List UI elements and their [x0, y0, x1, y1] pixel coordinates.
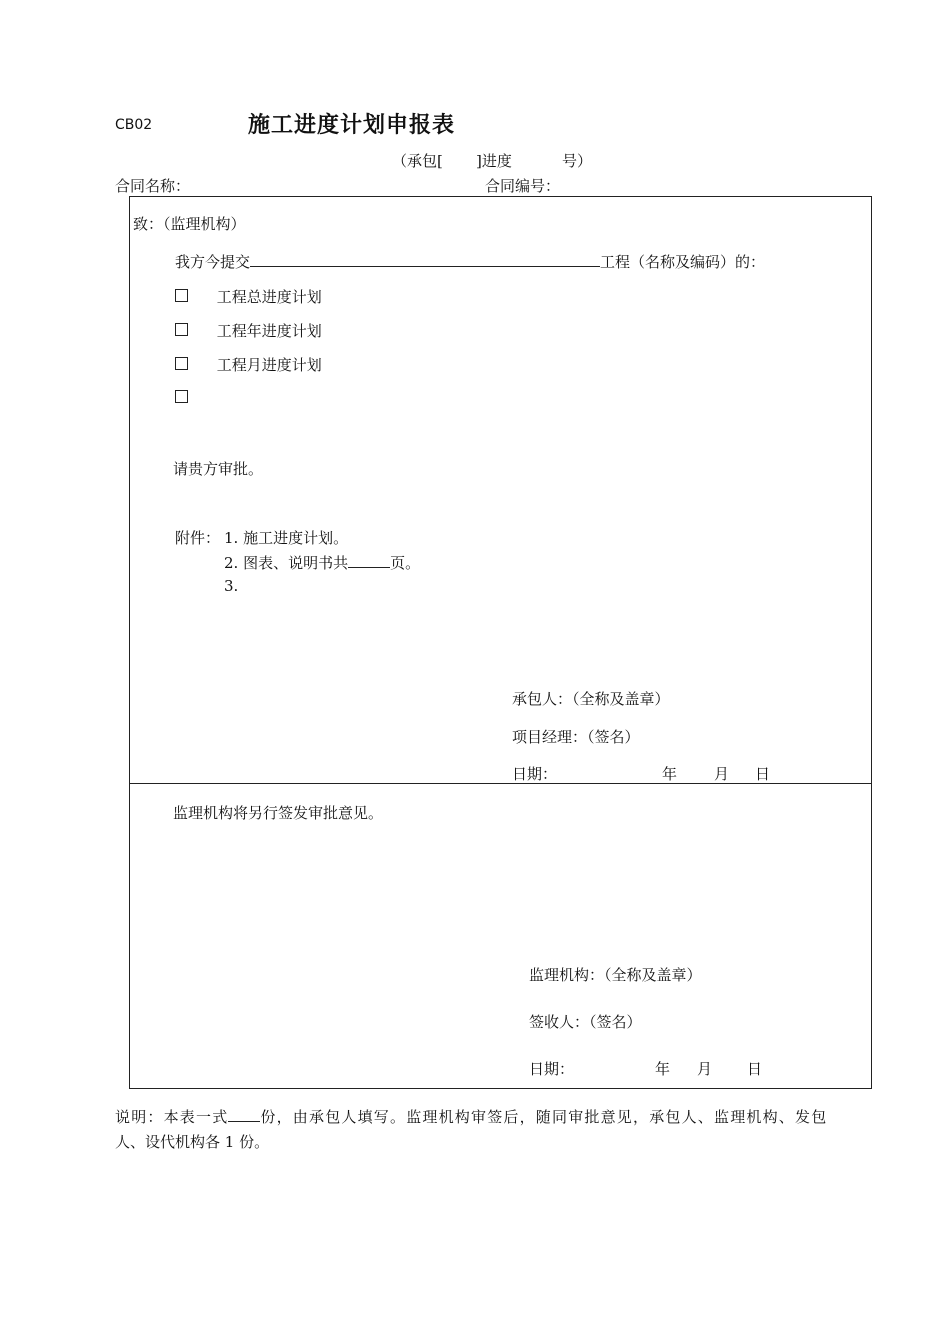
- checkbox-annual-plan[interactable]: [175, 323, 188, 336]
- plan-option: [175, 354, 322, 375]
- submission-line: [175, 251, 765, 272]
- plan-option: [175, 286, 322, 307]
- supervisor-signature-label: 监理机构：（全称及盖章）: [529, 966, 702, 984]
- date-month: 月: [697, 1060, 713, 1078]
- subtitle-middle: ]进度: [476, 152, 512, 170]
- addressee-line: 致：（监理机构）: [133, 215, 246, 233]
- option-label: 工程月进度计划: [216, 356, 322, 374]
- option-label: 工程年进度计划: [216, 322, 322, 340]
- plan-option: [175, 389, 212, 407]
- checkbox-monthly-plan[interactable]: [175, 357, 188, 370]
- contractor-signature-label: 承包人：（全称及盖章）: [512, 690, 670, 708]
- contract-name-label: 合同名称：: [115, 177, 191, 195]
- checkbox-total-plan[interactable]: [175, 289, 188, 302]
- submission-suffix: 工程（名称及编码）的：: [600, 253, 766, 271]
- date-label: 日期：: [512, 765, 558, 783]
- plan-option: [175, 320, 322, 341]
- supervisor-opinion: 监理机构将另行签发审批意见。: [173, 804, 384, 822]
- receiver-signature-label: 签收人：（签名）: [529, 1013, 642, 1031]
- date-year: 年: [662, 765, 678, 783]
- footer-note-line1: [115, 1106, 827, 1127]
- attachment-2-suffix: 页。: [390, 554, 421, 572]
- contract-no-label: 合同编号：: [485, 177, 561, 195]
- note-prefix: 说明：本表一式: [115, 1108, 229, 1126]
- date-month: 月: [714, 765, 730, 783]
- note-suffix: 份，由承包人填写。监理机构审签后，随同审批意见，承包人、监理机构、发包: [260, 1108, 828, 1126]
- approval-request: 请贵方审批。: [173, 460, 264, 478]
- attachment-label: 附件：: [175, 529, 221, 547]
- date-label: 日期：: [529, 1060, 575, 1078]
- footer-note-line2: 人、设代机构各 1 份。: [115, 1133, 270, 1151]
- checkbox-other-plan[interactable]: [175, 390, 188, 403]
- attachment-1: 1. 施工进度计划。: [224, 529, 349, 547]
- attachment-2-prefix: 2. 图表、说明书共: [224, 554, 349, 572]
- option-label: 工程总进度计划: [216, 288, 322, 306]
- date-day: 日: [747, 1060, 763, 1078]
- subtitle-prefix: （承包[: [392, 152, 443, 170]
- project-name-blank[interactable]: [250, 252, 600, 267]
- date-year: 年: [655, 1060, 671, 1078]
- submission-prefix: 我方今提交: [175, 253, 251, 271]
- copies-blank[interactable]: [228, 1107, 260, 1122]
- subtitle-suffix: 号）: [562, 152, 593, 170]
- attachment-3: 3.: [224, 577, 239, 595]
- page-count-blank[interactable]: [348, 553, 390, 568]
- date-day: 日: [755, 765, 771, 783]
- project-manager-signature-label: 项目经理：（签名）: [512, 728, 640, 746]
- attachment-2: [224, 552, 420, 573]
- page-title: 施工进度计划申报表: [248, 113, 456, 138]
- form-code: CB02: [115, 117, 153, 133]
